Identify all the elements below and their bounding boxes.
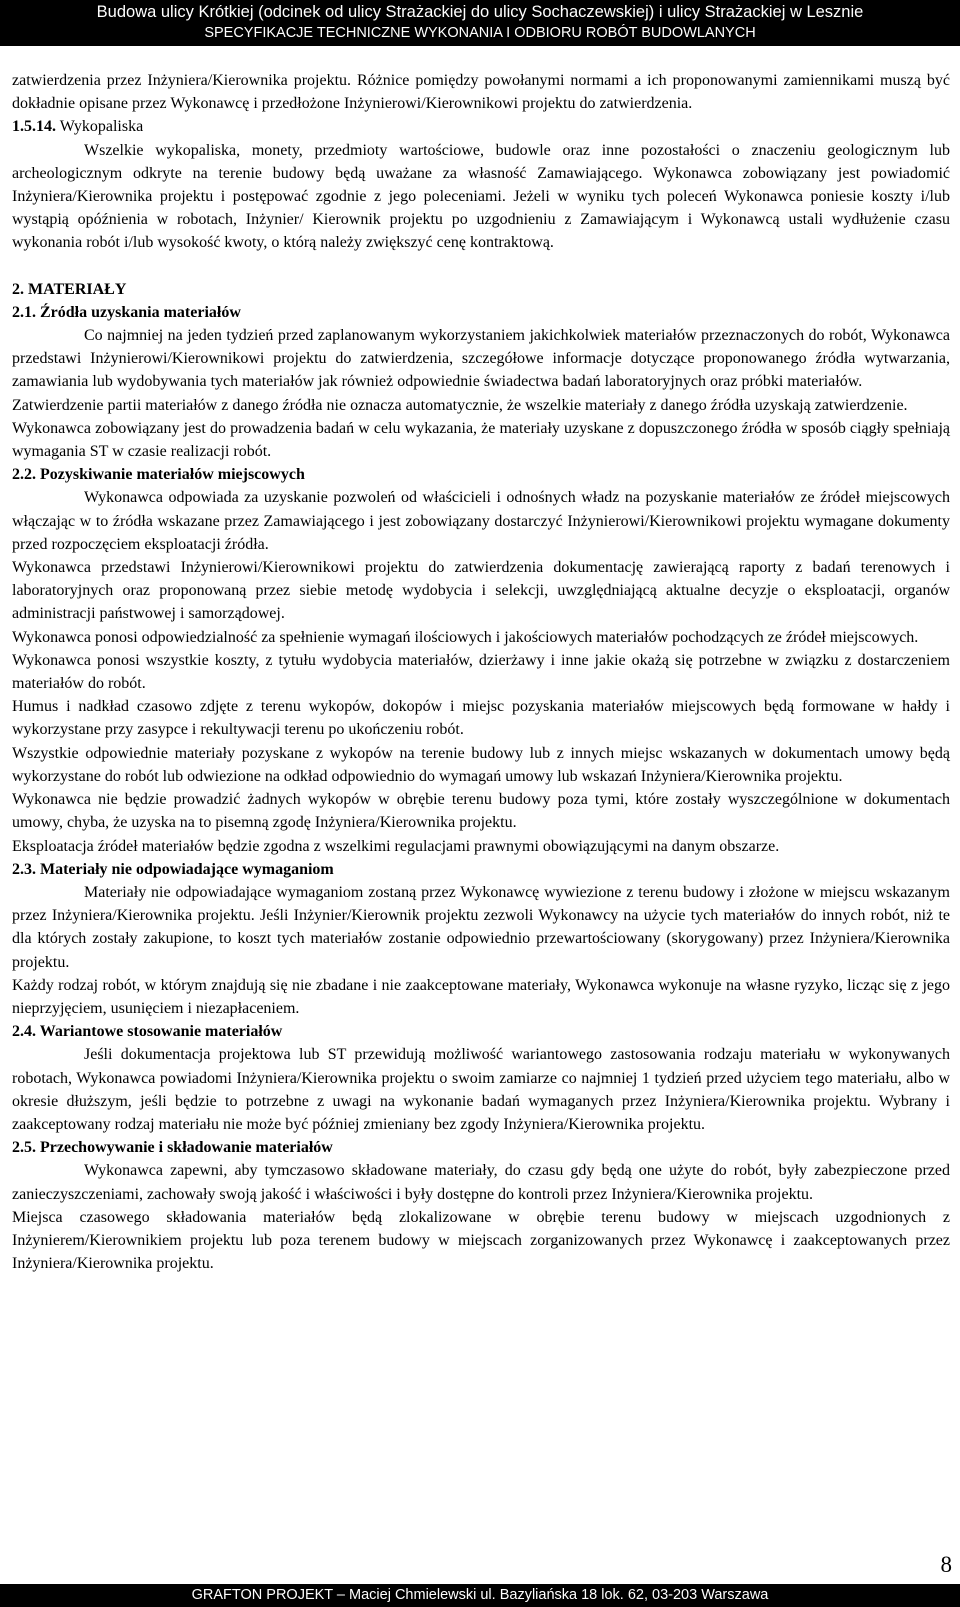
section-title: Wykopaliska <box>56 118 144 136</box>
paragraph: Wykonawca nie będzie prowadzić żadnych wykopów w obrębie terenu budowy poza tymi, które zostały wyszczególnione w dokumentach umowy, chyba, że uzyska na to pisemną zgodę Inżyniera/Kierownika projektu. <box>12 791 950 832</box>
header-project-title: Budowa ulicy Krótkiej (odcinek od ulicy Strażackiej do ulicy Sochaczewskiej) i ulicy Strażackiej w Lesznie <box>96 3 864 21</box>
page-number: 8 <box>940 1552 952 1577</box>
section-2-5-heading: 2.5. Przechowywanie i składowanie materiałów <box>12 1139 333 1157</box>
paragraph: Co najmniej na jeden tydzień przed zaplanowanym wykorzystaniem jakichkolwiek materiałów przeznaczonych do robót, Wykonawca przedstawi Inżynierowi/Kierownikowi projektu do zatwierdzenia, szczegółowe informacje dotyczące proponowanego źródła wytwarzania, zamawiania lub wydobywania tych materiałów jak również odpowiednie świadectwa badań laboratoryjnych oraz próbki materiałów. <box>12 327 950 391</box>
section-2-3-heading: 2.3. Materiały nie odpowiadające wymaganiom <box>12 860 334 878</box>
section-2-4-heading: 2.4. Wariantowe stosowanie materiałów <box>12 1023 283 1041</box>
paragraph: Wszystkie odpowiednie materiały pozyskane z wykopów na terenie budowy lub z innych miejsc wskazanych w dokumentach umowy będą wykorzystane do robót lub odwiezione na odkład odpowiednio do wymagań umowy lub wskazań Inżyniera/Kierownika projektu. <box>12 744 950 785</box>
paragraph: Eksploatacja źródeł materiałów będzie zgodna z wszelkimi regulacjami prawnymi obowiązującymi na danym obszarze. <box>12 837 780 855</box>
section-2-2-heading: 2.2. Pozyskiwanie materiałów miejscowych <box>12 466 305 484</box>
paragraph: Zatwierdzenie partii materiałów z danego źródła nie oznacza automatycznie, że wszelkie materiały z danego źródła uzyskają zatwierdzenie. <box>12 396 908 414</box>
page-footer: GRAFTON PROJEKT – Maciej Chmielewski ul. Bazyliańska 18 lok. 62, 03-203 Warszawa <box>0 1584 960 1607</box>
paragraph: Wykonawca ponosi odpowiedzialność za spełnienie wymagań ilościowych i jakościowych materiałów pochodzących ze źródeł miejscowych. <box>12 628 919 646</box>
page-header <box>0 0 960 46</box>
section-number: 1.5.14. <box>12 118 56 136</box>
paragraph: Humus i nadkład czasowo zdjęte z terenu wykopów, dokopów i miejsc pozyskania materiałów miejscowych będą formowane w hałdy i wykorzystane przy zasypce i rekultywacji terenu po ukończeniu robót. <box>12 698 950 739</box>
paragraph: Jeśli dokumentacja projektowa lub ST przewidują możliwość wariantowego zastosowania rodzaju materiału w wykonywanych robotach, Wykonawca powiadomi Inżyniera/Kierownika projektu o swoim zamiarze co najmniej 1 tydzień przed użyciem tego materiału, albo w okresie dłuższym, jeśli będzie to potrzebne z uwagi na wykonanie badań wymaganych przez Inżyniera/Kierownika projektu. Wybrany i zaakceptowany rodzaj materiału nie może być później zmieniany bez zgody Inżyniera/Kierownika projektu. <box>12 1046 950 1133</box>
paragraph-wykopaliska: Wszelkie wykopaliska, monety, przedmioty wartościowe, budowle oraz inne pozostałości o znaczeniu geologicznym lub archeologicznym odkryte na terenie budowy będą uważane za własność Zamawiającego. Wykonawca zobowiązany jest powiadomić Inżyniera/Kierownika projektu i postępować zgodnie z jego poleceniami. Jeżeli w wyniku tych poleceń Wykonawca poniesie koszty i/lub wystąpią opóźnienia w robotach, Inżynier/ Kierownik projektu po uzgodnieniu z Zamawiającym i Wykonawcą ustali wydłużenie czasu wykonania robót i/lub wysokość kwoty, o którą należy zwiększyć cenę kontraktową. <box>12 141 950 252</box>
paragraph-intro: zatwierdzenia przez Inżyniera/Kierownika projektu. Różnice pomiędzy powołanymi normami a ich proponowanymi zamiennikami muszą być dokładnie opisane przez Wykonawcę i przedłożone Inżynierowi/Kierownikowi projektu do zatwierdzenia. <box>12 72 950 113</box>
paragraph: Każdy rodzaj robót, w którym znajdują się nie zbadane i nie zaakceptowane materiały, Wykonawca wykonuje na własne ryzyko, licząc się z jego nieprzyjęciem, usunięciem i niezapłaceniem. <box>12 976 950 1017</box>
paragraph: Wykonawca przedstawi Inżynierowi/Kierownikowi projektu do zatwierdzenia dokumentację zawierającą raporty z badań terenowych i laboratoryjnych oraz proponowaną przez siebie metodę wydobycia i selekcji, uwzględniającą aktualne decyzje o eksploatacji, organów administracji państwowej i samorządowej. <box>12 559 950 623</box>
section-2-1-heading: 2.1. Źródła uzyskania materiałów <box>12 303 241 321</box>
paragraph: Wykonawca zapewni, aby tymczasowo składowane materiały, do czasu gdy będą one użyte do robót, były zabezpieczone przed zanieczyszczeniami, zachowały swoją jakość i właściwości i były dostępne do kontroli przez Inżyniera/Kierownika projektu. <box>12 1162 950 1203</box>
paragraph: Miejsca czasowego składowania materiałów będą zlokalizowane w obrębie terenu budowy w miejscach uzgodnionych z Inżynierem/Kierownikiem projektu lub poza terenem budowy w miejscach zorganizowanych przez Wykonawcę i zaakceptowanych przez Inżyniera/Kierownika projektu. <box>12 1208 950 1273</box>
section-1-5-14-heading <box>12 115 950 138</box>
paragraph: Materiały nie odpowiadające wymaganiom zostaną przez Wykonawcę wywiezione z terenu budowy i złożone w miejscu wskazanym przez Inżyniera/Kierownika projektu. Jeśli Inżynier/Kierownik projektu zezwoli Wykonawcy na użycie tych materiałów do innych robót, niż te dla których zostały zakupione, to koszt tych materiałów zostanie odpowiednio przewartościowany (skorygowany) przez Inżyniera/Kierownika projektu. <box>12 883 950 971</box>
document-body <box>12 69 950 1275</box>
header-spec-title: SPECYFIKACJE TECHNICZNE WYKONANIA I ODBIORU ROBÓT BUDOWLANYCH <box>204 25 756 41</box>
paragraph: Wykonawca ponosi wszystkie koszty, z tytułu wydobycia materiałów, dzierżawy i inne jakie okażą się potrzebne w związku z dostarczeniem materiałów do robót. <box>12 651 950 693</box>
paragraph: Wykonawca zobowiązany jest do prowadzenia badań w celu wykazania, że materiały uzyskane z dopuszczonego źródła w sposób ciągły spełniają wymagania ST w czasie realizacji robót. <box>12 419 950 461</box>
section-2-heading: 2. MATERIAŁY <box>12 280 127 298</box>
paragraph: Wykonawca odpowiada za uzyskanie pozwoleń od właścicieli i odnośnych władz na pozyskanie materiałów ze źródeł miejscowych włączając w to źródła wskazane przez Zamawiającego i jest zobowiązany dostarczyć Inżynierowi/Kierownikowi projektu wymagane dokumenty przed rozpoczęciem eksploatacji źródła. <box>12 489 950 553</box>
